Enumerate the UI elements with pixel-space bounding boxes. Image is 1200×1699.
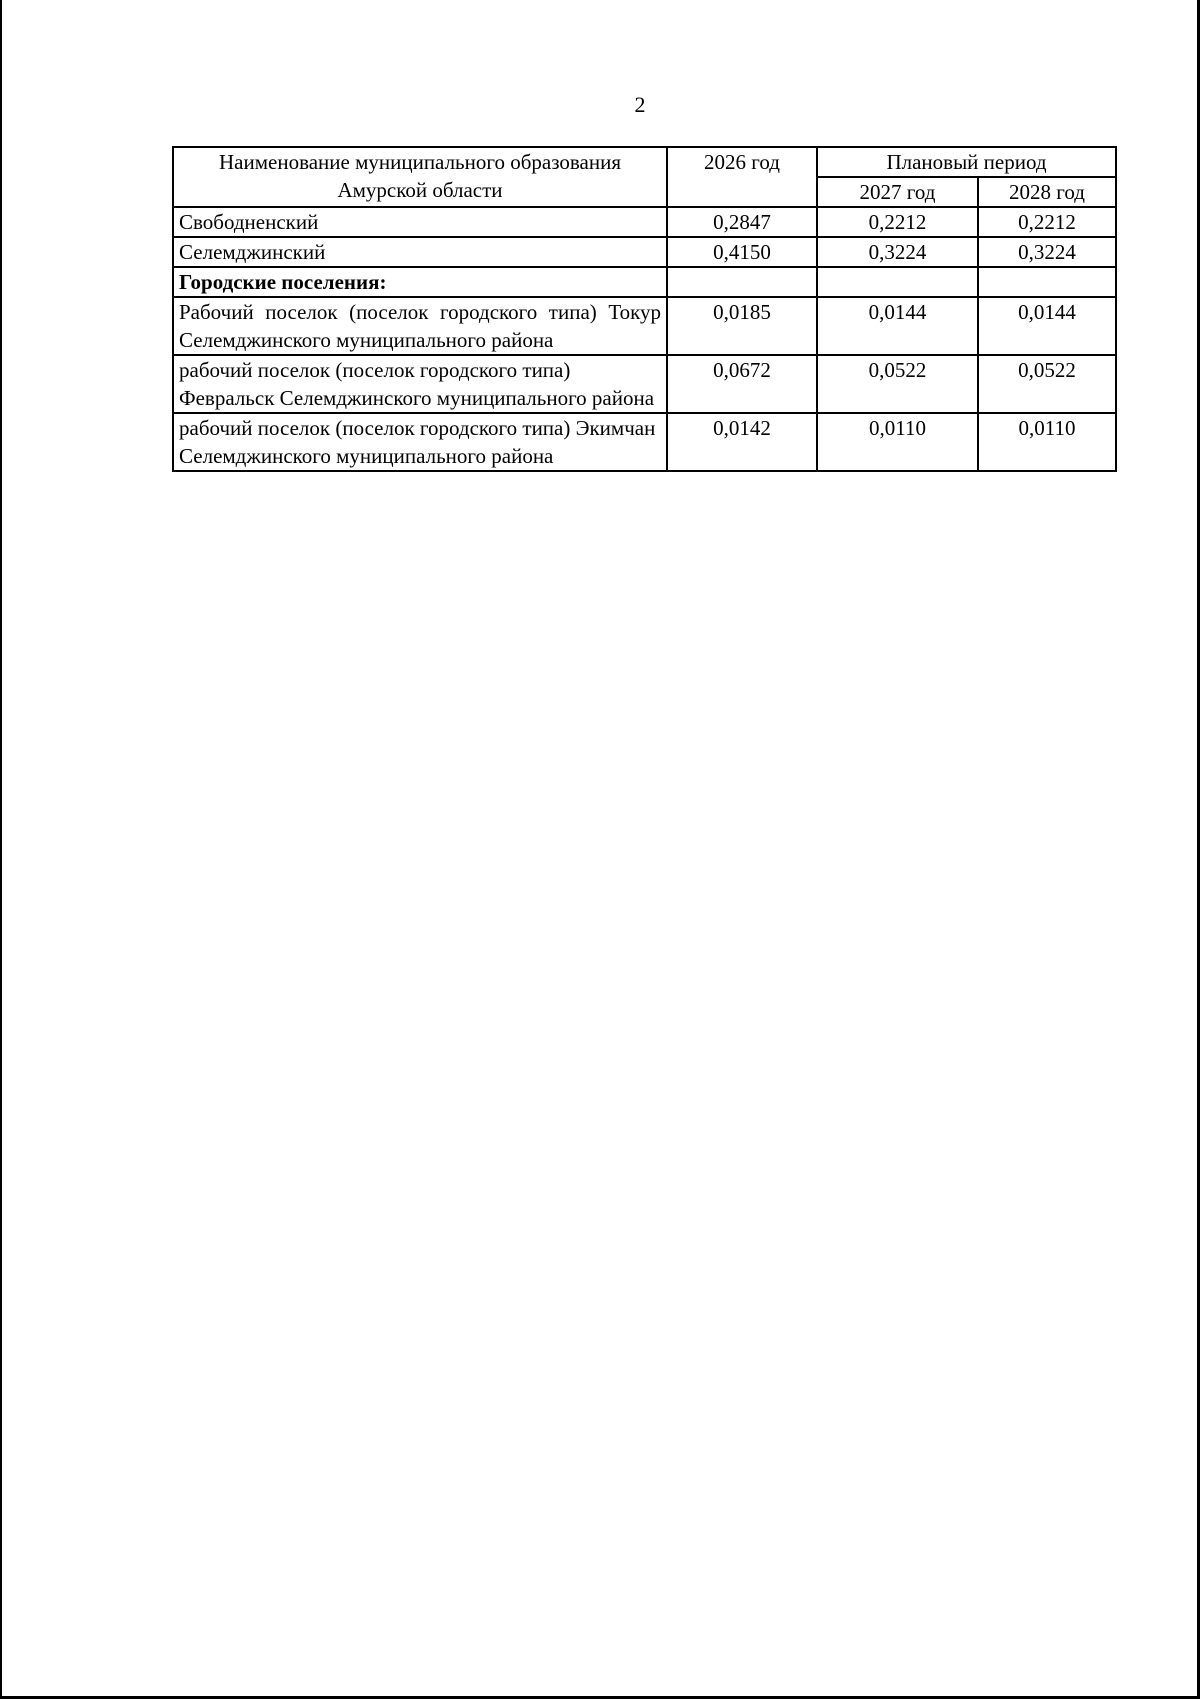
section-empty-cell [667, 267, 817, 297]
table-row [173, 207, 1116, 237]
row-value-2027: 0,0110 [817, 413, 978, 471]
header-municipality-name: Наименование муниципального образования Амурской области [173, 147, 667, 207]
row-name: рабочий поселок (поселок городского типа) Экимчан Селемджинского муниципального района [173, 413, 667, 471]
row-value-2026: 0,0672 [667, 355, 817, 413]
row-value-2027: 0,0144 [817, 297, 978, 355]
page-number: 2 [634, 92, 646, 117]
allocation-table [172, 146, 1117, 472]
section-empty-cell [978, 267, 1116, 297]
row-value-2026: 0,0142 [667, 413, 817, 471]
row-value-2026: 0,4150 [667, 237, 817, 267]
row-value-2027: 0,2212 [817, 207, 978, 237]
header-year-2028: 2028 год [978, 177, 1116, 207]
header-year-2026: 2026 год [667, 147, 817, 207]
row-value-2028: 0,0144 [978, 297, 1116, 355]
row-name: Свободненский [173, 207, 667, 237]
row-value-2028: 0,2212 [978, 207, 1116, 237]
row-value-2027: 0,0522 [817, 355, 978, 413]
row-value-2028: 0,0522 [978, 355, 1116, 413]
table-header-row [173, 147, 1116, 177]
row-name: Рабочий поселок (поселок городского типа) Токур Селемджинского муниципального района [173, 297, 667, 355]
header-year-2027: 2027 год [817, 177, 978, 207]
table-row [173, 297, 1116, 355]
scan-border-left [0, 0, 2, 1699]
table-row [173, 355, 1116, 413]
section-empty-cell [817, 267, 978, 297]
section-title: Городские поселения: [173, 267, 667, 297]
row-value-2026: 0,2847 [667, 207, 817, 237]
row-name: рабочий поселок (поселок городского типа) Февральск Селемджинского муниципального района [173, 355, 667, 413]
header-planned-period: Плановый период [817, 147, 1116, 177]
row-value-2028: 0,0110 [978, 413, 1116, 471]
table-row [173, 413, 1116, 471]
row-value-2027: 0,3224 [817, 237, 978, 267]
table-row [173, 237, 1116, 267]
row-value-2028: 0,3224 [978, 237, 1116, 267]
row-name: Селемджинский [173, 237, 667, 267]
row-value-2026: 0,0185 [667, 297, 817, 355]
section-row [173, 267, 1116, 297]
